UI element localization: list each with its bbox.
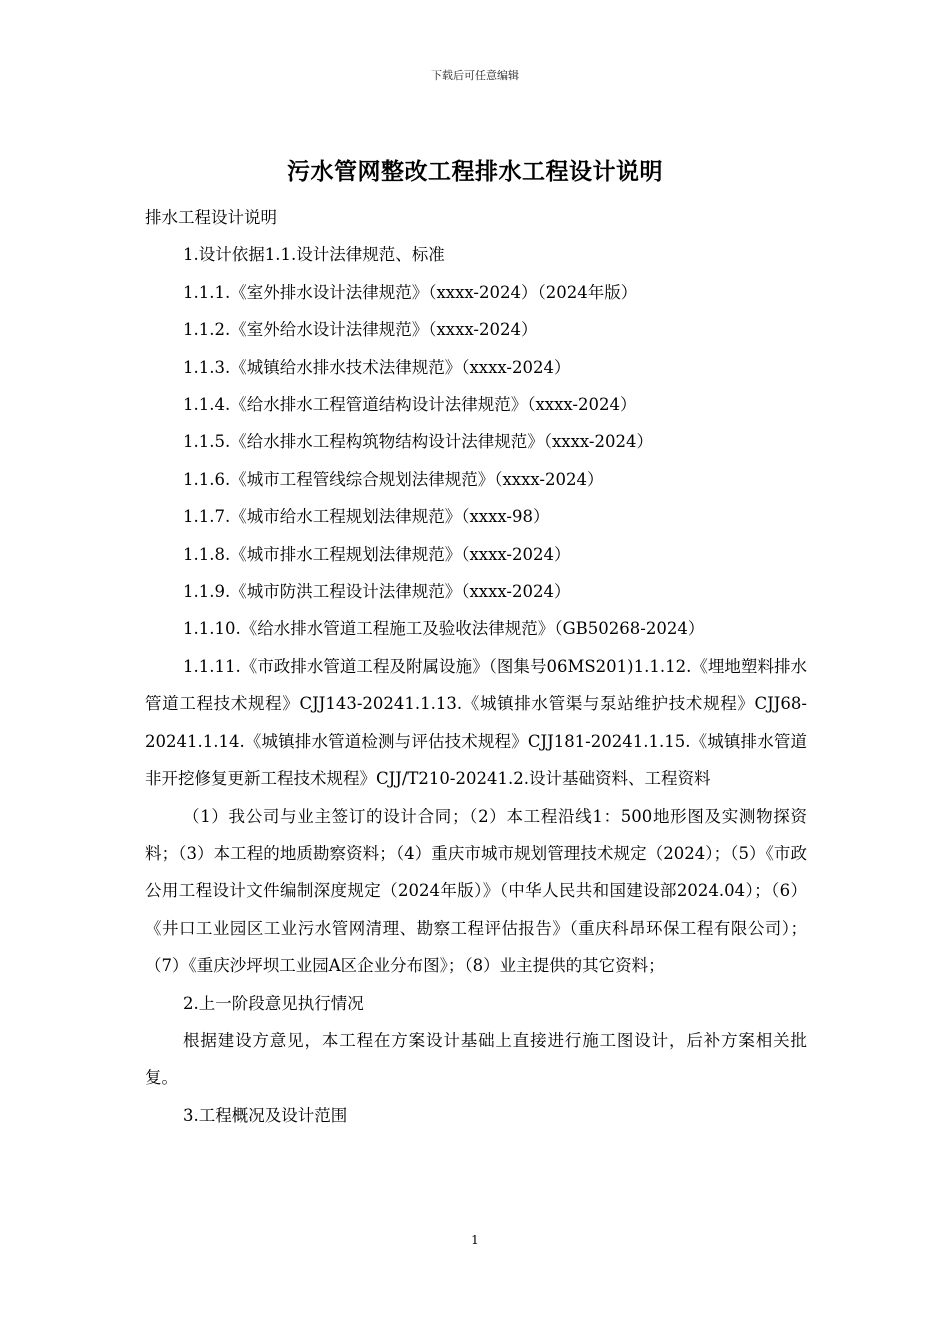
- list-item: 1.1.6.《城市工程管线综合规划法律规范》（xxxx-2024）: [183, 469, 604, 489]
- list-item: 1.设计依据1.1.设计法律规范、标准: [183, 245, 445, 265]
- standards-paragraph: 1.1.11.《市政排水管道工程及附属设施》（图集号06MS201)1.1.12.《埋地塑料排水管道工程技术规程》CJJ143-20241.1.13.《城镇排水管渠与泵站维护技术规程》CJJ68-20241.1.14.《城镇排水管道检测与评估技术规程》CJJ181-20241.1.15.《城镇排水管道非开挖修复更新工程技术规程》CJJ/T210-20241.2.设计基础资料、工程资料: [145, 656, 807, 789]
- section-heading: 2.上一阶段意见执行情况: [183, 993, 364, 1013]
- list-item: 1.1.9.《城市防洪工程设计法律规范》（xxxx-2024）: [183, 582, 571, 602]
- list-item: 1.1.5.《给水排水工程构筑物结构设计法律规范》（xxxx-2024）: [183, 432, 653, 452]
- body-paragraph: 根据建设方意见，本工程在方案设计基础上直接进行施工图设计，后补方案相关批复。: [145, 1030, 807, 1088]
- list-item: 1.1.10.《给水排水管道工程施工及验收法律规范》（GB50268-2024）: [183, 619, 705, 639]
- document-body: [145, 199, 807, 1134]
- header-note: 下载后可任意编辑: [431, 69, 519, 82]
- page-number: 1: [471, 1233, 479, 1247]
- section-heading: 3.工程概况及设计范围: [183, 1105, 348, 1125]
- section-subtitle: 排水工程设计说明: [145, 208, 277, 227]
- list-item: 1.1.1.《室外排水设计法律规范》（xxxx-2024）（2024年版）: [183, 282, 638, 302]
- list-item: 1.1.7.《城市给水工程规划法律规范》（xxxx-98）: [183, 507, 550, 527]
- list-item: 1.1.2.《室外给水设计法律规范》（xxxx-2024）: [183, 320, 538, 340]
- materials-paragraph: （1）我公司与业主签订的设计合同；（2）本工程沿线1：500地形图及实测物探资料；（3）本工程的地质勘察资料；（4）重庆市城市规划管理技术规定（2024）；（5）《市政公用工程设计文件编制深度规定（2024年版）》（中华人民共和国建设部2024.04）；（6）《井口工业园区工业污水管网清理、勘察工程评估报告》（重庆科昂环保工程有限公司）；（7）《重庆沙坪坝工业园A区企业分布图》；（8）业主提供的其它资料；: [145, 806, 807, 976]
- list-item: 1.1.3.《城镇给水排水技术法律规范》（xxxx-2024）: [183, 357, 571, 377]
- document-title: 污水管网整改工程排水工程设计说明: [287, 158, 663, 185]
- list-item: 1.1.4.《给水排水工程管道结构设计法律规范》（xxxx-2024）: [183, 395, 637, 415]
- list-item: 1.1.8.《城市排水工程规划法律规范》（xxxx-2024）: [183, 544, 571, 564]
